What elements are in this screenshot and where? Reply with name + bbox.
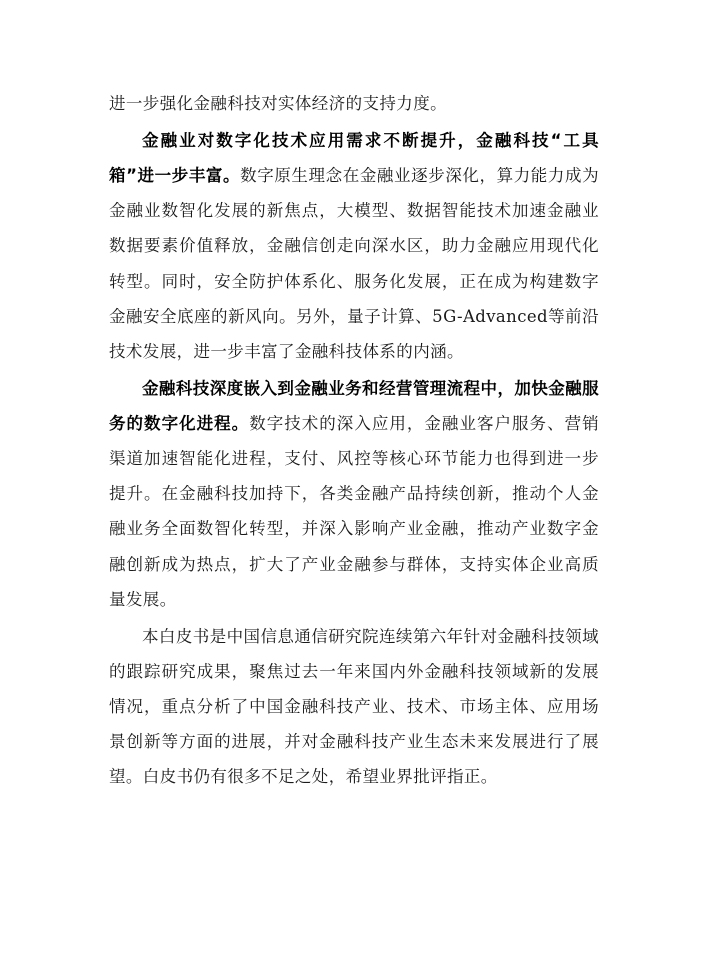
paragraph-fintech-toolbox bbox=[109, 123, 599, 369]
paragraph-lead-heading: 金融业对数字化技术应用需求不断提升，金融科技“工具箱”进一步丰富。 bbox=[109, 130, 599, 185]
paragraph-fintech-business bbox=[109, 371, 599, 617]
paragraph-text: 本白皮书是中国信息通信研究院连续第六年针对金融科技领域的跟踪研究成果，聚焦过去一年来国内外金融科技领域新的发展情况，重点分析了中国金融科技产业、技术、市场主体、应用场景创新等方面的进展，并对金融科技产业生态未来发展进行了展望。白皮书仍有很多不足之处，希望业界批评指正。 bbox=[109, 626, 599, 787]
paragraph-whitepaper-summary bbox=[109, 619, 599, 795]
paragraph-text: 数字技术的深入应用，金融业客户服务、营销渠道加速智能化进程，支付、风控等核心环节能力也得到进一步提升。在金融科技加持下，各类金融产品持续创新，推动个人金融业务全面数智化转型，并深入影响产业金融，推动产业数字金融创新成为热点，扩大了产业金融参与群体，支持实体企业高质量发展。 bbox=[109, 413, 600, 609]
paragraph-lead-heading: 金融科技深度嵌入到金融业务和经营管理流程中，加快金融服务的数字化进程。 bbox=[109, 378, 599, 433]
paragraph-text: 进一步强化金融科技对实体经济的支持力度。 bbox=[109, 94, 447, 113]
paragraph-continuation bbox=[109, 86, 599, 121]
paragraph-text: 数字原生理念在金融业逐步深化，算力能力成为金融业数智化发展的新焦点，大模型、数据智能技术加速金融业数据要素价值释放，金融信创走向深水区，助力金融应用现代化转型。同时，安全防护体系化、服务化发展，正在成为构建数字金融安全底座的新风向。另外，量子计算、5G-Advanced等前沿技术发展，进一步丰富了金融科技体系的内涵。 bbox=[109, 165, 600, 361]
document-body bbox=[109, 86, 599, 796]
